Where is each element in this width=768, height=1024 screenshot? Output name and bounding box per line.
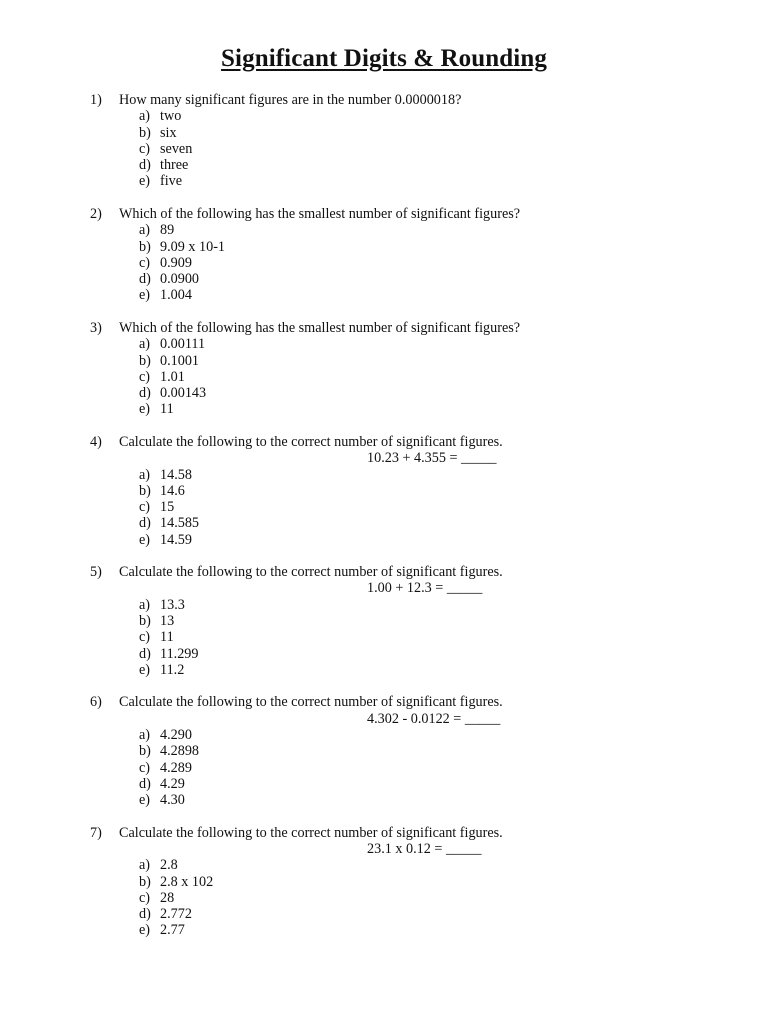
- choice-text: 89: [160, 222, 175, 239]
- question-line: [90, 825, 730, 841]
- choice-item: [139, 271, 730, 287]
- choice-letter: e): [139, 661, 151, 678]
- choice-item: [139, 125, 730, 141]
- choice-letter: e): [139, 287, 151, 304]
- choice-text: 1.01: [160, 368, 185, 385]
- choice-letter: d): [139, 645, 151, 662]
- choice-letter: b): [139, 482, 151, 499]
- choice-text: 2.77: [160, 922, 185, 939]
- question-line: [90, 434, 730, 450]
- choice-item: [139, 222, 730, 238]
- choice-letter: e): [139, 173, 151, 190]
- choice-text: 4.289: [160, 759, 192, 776]
- choice-item: [139, 141, 730, 157]
- choice-text: seven: [160, 140, 193, 157]
- choice-letter: c): [139, 889, 151, 906]
- choice-letter: d): [139, 775, 151, 792]
- choice-item: [139, 157, 730, 173]
- choice-item: [139, 922, 730, 938]
- choice-text: 14.59: [160, 531, 192, 548]
- choice-text: 11: [160, 401, 174, 418]
- choice-letter: d): [139, 271, 151, 288]
- question-line: [90, 694, 730, 710]
- choice-letter: a): [139, 336, 151, 353]
- question-text: How many significant figures are in the number 0.0000018?: [119, 92, 462, 108]
- question-5: [90, 564, 730, 678]
- choice-letter: b): [139, 352, 151, 369]
- choice-text: 11.299: [160, 645, 199, 662]
- question-number: 6): [90, 694, 102, 711]
- choice-text: 1.004: [160, 287, 192, 304]
- question-text: Calculate the following to the correct number of significant figures.: [119, 694, 503, 711]
- choice-item: [139, 369, 730, 385]
- choice-text: three: [160, 157, 189, 174]
- equation: 1.00 + 12.3 = _____: [367, 580, 483, 597]
- choice-text: 14.58: [160, 466, 192, 483]
- choice-text: 4.29: [160, 775, 185, 792]
- choice-letter: d): [139, 385, 151, 402]
- choice-item: [139, 173, 730, 189]
- choice-item: [139, 255, 730, 271]
- question-2: [90, 206, 730, 304]
- choice-item: [139, 287, 730, 303]
- choice-item: [139, 743, 730, 759]
- choice-text: 0.0900: [160, 271, 200, 288]
- choice-letter: a): [139, 466, 151, 483]
- question-4: [90, 434, 730, 548]
- choice-letter: b): [139, 238, 151, 255]
- choice-letter: c): [139, 629, 151, 646]
- choice-text: 14.585: [160, 515, 200, 532]
- choice-item: [139, 890, 730, 906]
- choice-item: [139, 613, 730, 629]
- choice-item: [139, 353, 730, 369]
- question-6: [90, 694, 730, 808]
- choice-letter: b): [139, 613, 151, 630]
- choice-text: six: [160, 124, 177, 141]
- choice-item: [139, 597, 730, 613]
- question-number: 2): [90, 205, 102, 222]
- question-text: Calculate the following to the correct number of significant figures.: [119, 564, 503, 581]
- choice-text: 4.290: [160, 727, 192, 744]
- choice-item: [139, 239, 730, 255]
- choice-text: 2.8 x 102: [160, 873, 214, 890]
- choice-letter: b): [139, 743, 151, 760]
- choice-list: [90, 597, 730, 678]
- choice-list: [90, 857, 730, 938]
- choice-item: [139, 857, 730, 873]
- equation: 4.302 - 0.0122 = _____: [367, 710, 501, 727]
- choice-item: [139, 336, 730, 352]
- choice-list: [90, 336, 730, 417]
- choice-letter: e): [139, 531, 151, 548]
- question-list: [90, 92, 730, 955]
- choice-item: [139, 792, 730, 808]
- choice-text: 4.2898: [160, 743, 200, 760]
- choice-letter: a): [139, 108, 151, 125]
- choice-text: 0.1001: [160, 352, 200, 369]
- choice-letter: e): [139, 401, 151, 418]
- choice-item: [139, 515, 730, 531]
- choice-letter: d): [139, 157, 151, 174]
- choice-letter: c): [139, 368, 151, 385]
- question-text: Calculate the following to the correct number of significant figures.: [119, 433, 503, 450]
- question-text: Which of the following has the smallest number of significant figures?: [119, 205, 521, 222]
- choice-item: [139, 727, 730, 743]
- question-number: 7): [90, 824, 102, 841]
- question-3: [90, 320, 730, 418]
- question-1: [90, 92, 730, 190]
- choice-item: [139, 499, 730, 515]
- choice-item: [139, 646, 730, 662]
- choice-letter: a): [139, 727, 151, 744]
- question-number: 5): [90, 564, 102, 581]
- choice-text: 13.3: [160, 596, 185, 613]
- equation: 23.1 x 0.12 = _____: [367, 841, 482, 857]
- choice-letter: c): [139, 759, 151, 776]
- choice-list: [90, 222, 730, 303]
- choice-letter: a): [139, 857, 151, 874]
- choice-text: 14.6: [160, 482, 185, 499]
- choice-text: two: [160, 108, 182, 125]
- choice-letter: c): [139, 140, 151, 157]
- choice-text: 9.09 x 10-1: [160, 238, 226, 255]
- question-7: [90, 825, 730, 939]
- choice-item: [139, 662, 730, 678]
- question-line: [90, 564, 730, 580]
- choice-item: [139, 108, 730, 124]
- choice-letter: d): [139, 906, 151, 923]
- choice-letter: b): [139, 873, 151, 890]
- choice-text: 4.30: [160, 792, 185, 809]
- choice-text: 13: [160, 613, 175, 630]
- choice-text: 2.8: [160, 857, 178, 874]
- choice-letter: c): [139, 499, 151, 516]
- choice-text: 11: [160, 629, 174, 646]
- equation: 10.23 + 4.355 = _____: [367, 450, 497, 467]
- choice-item: [139, 776, 730, 792]
- choice-item: [139, 906, 730, 922]
- choice-letter: a): [139, 596, 151, 613]
- choice-text: 0.00111: [160, 336, 206, 353]
- choice-item: [139, 385, 730, 401]
- question-number: 3): [90, 319, 102, 336]
- choice-letter: b): [139, 124, 151, 141]
- choice-item: [139, 483, 730, 499]
- choice-item: [139, 532, 730, 548]
- choice-text: 2.772: [160, 906, 192, 923]
- choice-text: 0.909: [160, 254, 192, 271]
- choice-item: [139, 467, 730, 483]
- choice-letter: e): [139, 792, 151, 809]
- choice-text: 0.00143: [160, 385, 207, 402]
- choice-text: five: [160, 173, 183, 190]
- choice-letter: e): [139, 922, 151, 939]
- question-number: 1): [90, 92, 102, 108]
- choice-list: [90, 727, 730, 808]
- choice-item: [139, 629, 730, 645]
- page-title: Significant Digits & Rounding: [221, 45, 547, 72]
- choice-item: [139, 874, 730, 890]
- choice-item: [139, 401, 730, 417]
- question-text: Which of the following has the smallest number of significant figures?: [119, 319, 521, 336]
- question-line: [90, 206, 730, 222]
- question-number: 4): [90, 433, 102, 450]
- choice-list: [90, 467, 730, 548]
- choice-item: [139, 760, 730, 776]
- question-line: [90, 92, 730, 108]
- choice-text: 15: [160, 499, 175, 516]
- choice-list: [90, 108, 730, 189]
- choice-letter: d): [139, 515, 151, 532]
- choice-text: 28: [160, 889, 175, 906]
- choice-letter: c): [139, 254, 151, 271]
- choice-text: 11.2: [160, 661, 185, 678]
- question-text: Calculate the following to the correct number of significant figures.: [119, 824, 503, 841]
- question-line: [90, 320, 730, 336]
- choice-letter: a): [139, 222, 151, 239]
